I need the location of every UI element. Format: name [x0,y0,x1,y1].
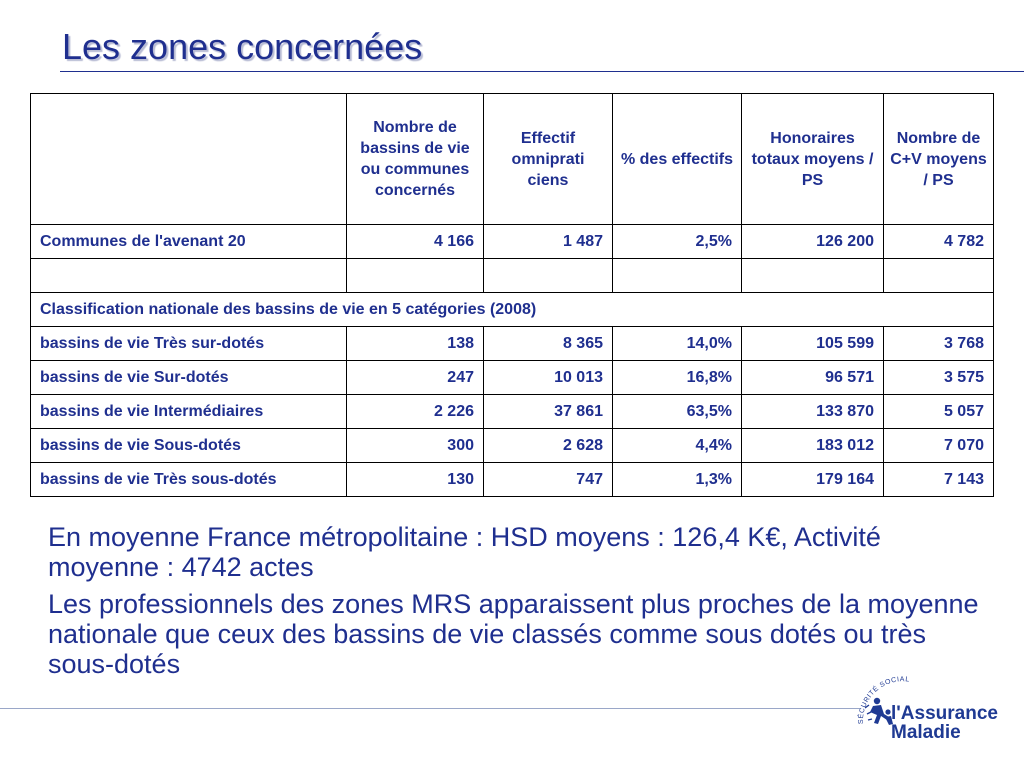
table-cell [31,259,347,293]
body-text [48,522,988,686]
table-row [31,327,994,361]
header-cell [31,94,347,225]
row-label: bassins de vie Sous-dotés [31,429,347,463]
logo-line-2: Maladie [891,722,961,743]
table-cell: 2 226 [347,395,484,429]
table-cell: 4 782 [884,225,994,259]
row-label: bassins de vie Sur-dotés [31,361,347,395]
table-cell: 7 143 [884,463,994,497]
footer-divider [0,708,860,709]
page-title: Les zones concernées [62,26,423,67]
table-cell: 8 365 [484,327,613,361]
table-cell: 1 487 [484,225,613,259]
paragraph-average: En moyenne France métropolitaine : HSD moyens : 126,4 K€, Activité moyenne : 4742 actes [48,522,881,582]
header-cell: Nombre de C+V moyens / PS [884,94,994,225]
table-cell: 130 [347,463,484,497]
table-row [31,225,994,259]
table-cell [613,259,742,293]
table-cell: 247 [347,361,484,395]
header-cell: Honoraires totaux moyens / PS [742,94,884,225]
table-header-row [31,94,994,225]
table-cell: 10 013 [484,361,613,395]
table-row [31,429,994,463]
paragraph-conclusion: Les professionnels des zones MRS apparaissent plus proches de la moyenne nationale que ceux des bassins de vie classés comme sous dotés ou très sous-dotés [48,589,979,679]
table-cell: 105 599 [742,327,884,361]
table-cell: 3 575 [884,361,994,395]
table-row [31,463,994,497]
row-label: bassins de vie Très sous-dotés [31,463,347,497]
table-section-row [31,293,994,327]
table-cell: 5 057 [884,395,994,429]
data-table [30,93,994,497]
table-cell: 16,8% [613,361,742,395]
assurance-maladie-logo [855,668,1015,758]
table-cell: 1,3% [613,463,742,497]
table-cell: 133 870 [742,395,884,429]
table-cell: 183 012 [742,429,884,463]
header-cell: % des effectifs [613,94,742,225]
table-row-empty [31,259,994,293]
table-cell [484,259,613,293]
table-row [31,395,994,429]
table-cell: 2 628 [484,429,613,463]
table-cell: 747 [484,463,613,497]
header-cell: Effectif omniprati ciens [484,94,613,225]
table-cell: 138 [347,327,484,361]
table-cell [884,259,994,293]
table-cell: 2,5% [613,225,742,259]
table-cell [742,259,884,293]
section-title: Classification nationale des bassins de vie en 5 catégories (2008) [31,293,994,327]
table-cell: 4,4% [613,429,742,463]
table-cell: 14,0% [613,327,742,361]
table-cell: 3 768 [884,327,994,361]
logo-arc-text: SÉCURITÉ SOCIAL [857,676,911,725]
table-cell: 96 571 [742,361,884,395]
header-cell: Nombre de bassins de vie ou communes concernés [347,94,484,225]
table-cell: 7 070 [884,429,994,463]
row-label: bassins de vie Très sur-dotés [31,327,347,361]
logo-line-1: l'Assurance [891,703,998,724]
table-cell: 63,5% [613,395,742,429]
table-cell: 179 164 [742,463,884,497]
row-label: Communes de l'avenant 20 [31,225,347,259]
table-cell: 37 861 [484,395,613,429]
table-cell: 4 166 [347,225,484,259]
row-label: bassins de vie Intermédiaires [31,395,347,429]
table-cell: 126 200 [742,225,884,259]
table-cell: 300 [347,429,484,463]
table-cell [347,259,484,293]
logo-wordmark [891,704,998,742]
title-divider [60,71,1024,72]
table-row [31,361,994,395]
